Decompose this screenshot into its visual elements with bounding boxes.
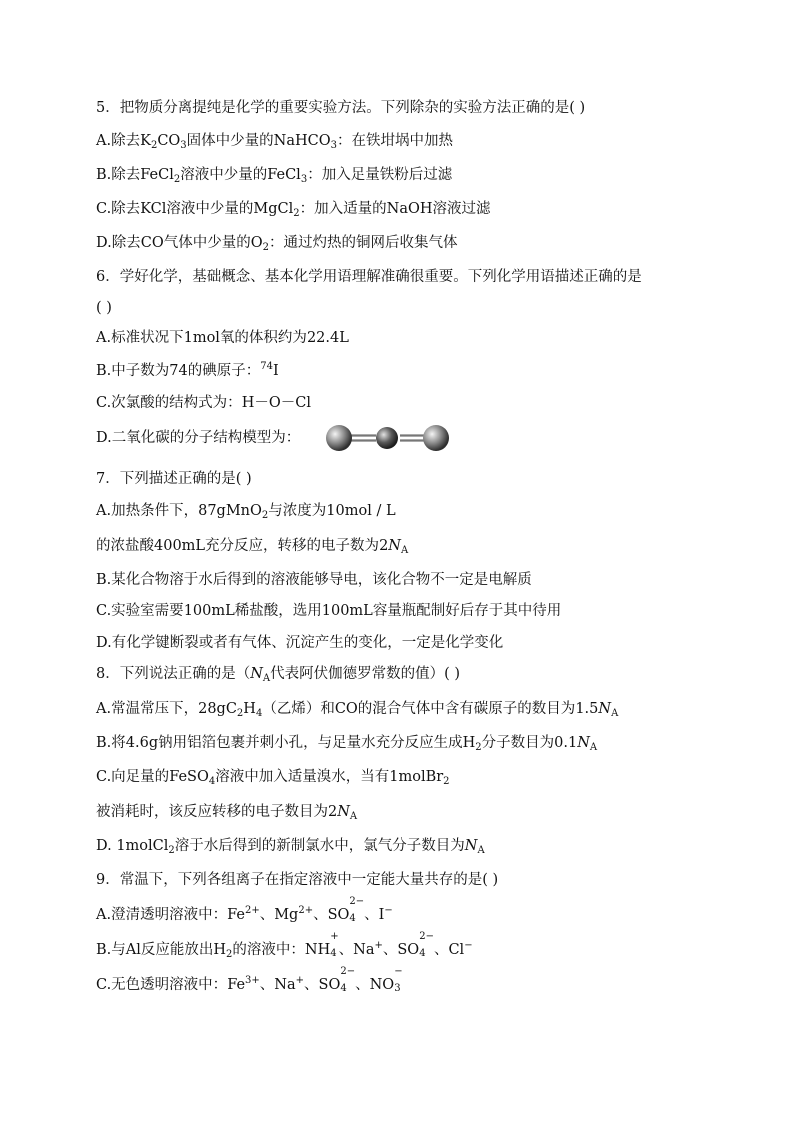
q8-option-b[interactable]: B.将4.6g钠用铝箔包裹并刺小孔，与足量水充分反应生成$H_2$分子数目为$0.1N_A$ xyxy=(96,735,598,753)
q7-option-a[interactable]: A.加热条件下，87gMnO$_2$与浓度为10mol / L xyxy=(96,503,396,521)
q9-option-b[interactable]: B.与Al反应能放出$H_2$的溶液中：NH + 4 、Na+、SO 2− 4 、Cl− xyxy=(96,931,473,960)
atom-right xyxy=(423,425,449,451)
q5-stem: 5．把物质分离提纯是化学的重要实验方法。下列除杂的实验方法正确的是( ) xyxy=(96,100,586,116)
q7-stem: 7．下列描述正确的是( ) xyxy=(96,471,252,487)
atom-left xyxy=(326,425,352,451)
q5-option-c[interactable]: C.除去KCl溶液中少量的MgCl$_2$：加入适量的NaOH溶液过滤 xyxy=(96,201,491,219)
q8-option-d[interactable]: D. 1molCl$_2$溶于水后得到的新制氯水中，氯气分子数目为$N_A$ xyxy=(96,838,485,856)
q8-stem: 8．下列说法正确的是（$N_A$代表阿伏伽德罗常数的值）( ) xyxy=(96,666,461,684)
q6-option-b[interactable]: B.中子数为74的碘原子：$^{74}$I xyxy=(96,361,279,379)
q9-option-c[interactable]: C.无色透明溶液中：$Fe^{3+}$、Na+、SO 2− 4 、NO − 3 xyxy=(96,966,403,994)
q7-option-b[interactable]: B.某化合物溶于水后得到的溶液能够导电，该化合物不一定是电解质 xyxy=(96,572,532,588)
q6-option-c[interactable]: C.次氯酸的结构式为：H－O－Cl xyxy=(96,395,311,411)
atom-center xyxy=(376,427,398,449)
q7-option-a-cont: 的浓盐酸400mL充分反应，转移的电子数为$2N_A$ xyxy=(96,538,409,556)
q7-option-d[interactable]: D.有化学键断裂或者有气体、沉淀产生的变化，一定是化学变化 xyxy=(96,635,504,651)
q7-option-c[interactable]: C.实验室需要100mL稀盐酸，选用100mL容量瓶配制好后存于其中待用 xyxy=(96,603,562,619)
q9-option-a[interactable]: A.澄清透明溶液中：$Fe^{2+}$、$Mg^{2+}$、SO 2− 4 、I− xyxy=(96,896,393,924)
q8-option-c-cont: 被消耗时，该反应转移的电子数目为$2N_A$ xyxy=(96,804,358,822)
q6-option-d[interactable]: D.二氧化碳的分子结构模型为： xyxy=(96,430,301,446)
q8-option-a[interactable]: A.常温常压下，$28gC_2H_4$（乙烯）和CO的混合气体中含有碳原子的数目为$1.5N_A$ xyxy=(96,701,619,719)
q5-option-d[interactable]: D.除去CO气体中少量的$O_2$：通过灼热的铜网后收集气体 xyxy=(96,235,458,253)
q8-option-c[interactable]: C.向足量的FeSO$_4$溶液中加入适量溴水，当有1molBr$_2$ xyxy=(96,769,450,787)
co2-molecule-model xyxy=(324,423,452,453)
q5-option-b[interactable]: B.除去FeCl$_2$溶液中少量的FeCl$_3$：加入足量铁粉后过滤 xyxy=(96,167,453,185)
q5-option-a[interactable]: A.除去$K_2CO_3$固体中少量的NaHCO$_3$：在铁坩埚中加热 xyxy=(96,133,454,151)
q6-option-a[interactable]: A.标准状况下1mol氧的体积约为22.4L xyxy=(96,330,349,346)
q6-stem-cont: ( ) xyxy=(96,300,112,316)
q6-stem: 6．学好化学，基础概念、基本化学用语理解准确很重要。下列化学用语描述正确的是 xyxy=(96,269,642,285)
q9-stem: 9．常温下，下列各组离子在指定溶液中一定能大量共存的是( ) xyxy=(96,872,499,888)
